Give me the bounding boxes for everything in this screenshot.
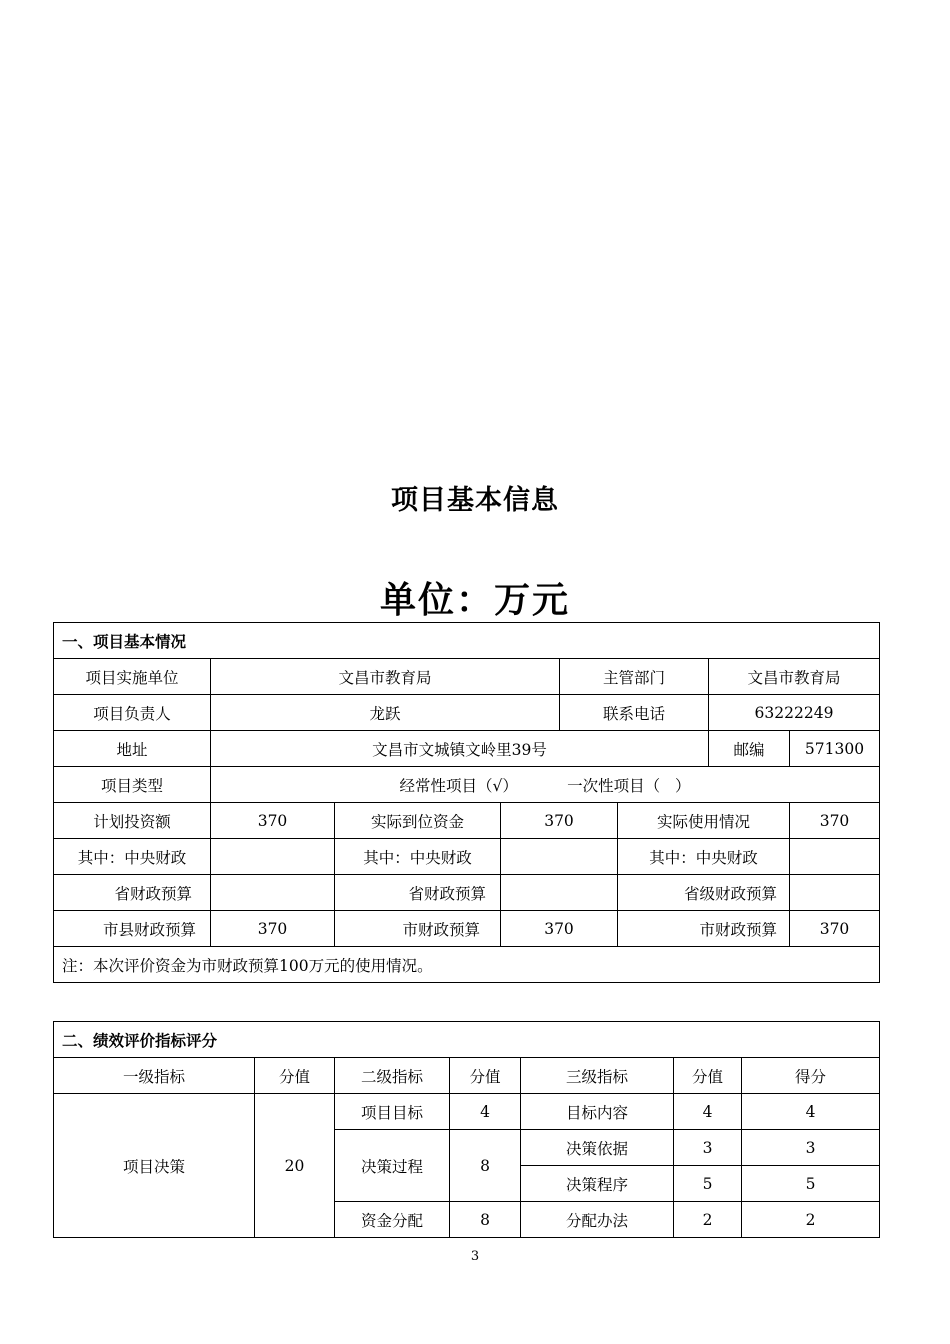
central-label-1: 其中：中央财政 (54, 839, 211, 875)
level2-score: 8 (450, 1202, 521, 1238)
score-got: 2 (742, 1202, 880, 1238)
address-value: 文昌市文城镇文岭里39号 (211, 731, 709, 767)
prov-label-1: 省财政预算 (54, 875, 211, 911)
city-budget-value-1: 370 (501, 911, 618, 947)
phone-label: 联系电话 (560, 695, 709, 731)
level1-name: 项目决策 (54, 1094, 255, 1238)
level3-score: 3 (674, 1130, 742, 1166)
impl-unit-label: 项目实施单位 (54, 659, 211, 695)
score-got: 5 (742, 1166, 880, 1202)
dept-value: 文昌市教育局 (709, 659, 880, 695)
plan-invest-label: 计划投资额 (54, 803, 211, 839)
level2-name: 资金分配 (335, 1202, 450, 1238)
impl-unit-value: 文昌市教育局 (211, 659, 560, 695)
leader-value: 龙跃 (211, 695, 560, 731)
section1-heading: 一、项目基本情况 (54, 623, 880, 659)
prov-value-2 (501, 875, 618, 911)
level3-name: 分配办法 (521, 1202, 674, 1238)
city-county-value: 370 (211, 911, 335, 947)
level2-name: 项目目标 (335, 1094, 450, 1130)
zip-value: 571300 (790, 731, 880, 767)
score-got: 3 (742, 1130, 880, 1166)
score-got: 4 (742, 1094, 880, 1130)
central-value-1 (211, 839, 335, 875)
zip-label: 邮编 (709, 731, 790, 767)
level3-name: 决策依据 (521, 1130, 674, 1166)
actual-use-label: 实际使用情况 (618, 803, 790, 839)
level3-name: 目标内容 (521, 1094, 674, 1130)
header-cell: 得分 (742, 1058, 880, 1094)
phone-value: 63222249 (709, 695, 880, 731)
leader-label: 项目负责人 (54, 695, 211, 731)
level1-score: 20 (255, 1094, 335, 1238)
dept-label: 主管部门 (560, 659, 709, 695)
level3-score: 2 (674, 1202, 742, 1238)
funds-note: 注：本次评价资金为市财政预算100万元的使用情况。 (54, 947, 880, 983)
actual-use-value: 370 (790, 803, 880, 839)
type-label: 项目类型 (54, 767, 211, 803)
prov-label-3: 省级财政预算 (618, 875, 790, 911)
type-value: 经常性项目（√） 一次性项目（ ） (211, 767, 880, 803)
section2-heading: 二、绩效评价指标评分 (54, 1022, 880, 1058)
plan-invest-value: 370 (211, 803, 335, 839)
city-county-label: 市县财政预算 (54, 911, 211, 947)
level3-score: 5 (674, 1166, 742, 1202)
city-budget-value-2: 370 (790, 911, 880, 947)
unit-label: 单位：万元 (379, 579, 570, 621)
project-basic-info-table (53, 622, 880, 983)
city-budget-label-2: 市财政预算 (618, 911, 790, 947)
level2-name: 决策过程 (335, 1130, 450, 1202)
performance-score-table (53, 1021, 880, 1238)
address-label: 地址 (54, 731, 211, 767)
level3-name: 决策程序 (521, 1166, 674, 1202)
header-cell: 分值 (450, 1058, 521, 1094)
actual-funds-label: 实际到位资金 (335, 803, 501, 839)
header-cell: 分值 (255, 1058, 335, 1094)
central-value-2 (501, 839, 618, 875)
central-label-2: 其中：中央财政 (335, 839, 501, 875)
prov-value-3 (790, 875, 880, 911)
score-table-header-row (54, 1058, 880, 1094)
page-title: 项目基本信息 (391, 485, 559, 516)
prov-label-2: 省财政预算 (335, 875, 501, 911)
central-value-3 (790, 839, 880, 875)
central-label-3: 其中：中央财政 (618, 839, 790, 875)
prov-value-1 (211, 875, 335, 911)
actual-funds-value: 370 (501, 803, 618, 839)
header-cell: 一级指标 (54, 1058, 255, 1094)
level3-score: 4 (674, 1094, 742, 1130)
table-row (54, 1094, 880, 1130)
level2-score: 8 (450, 1130, 521, 1202)
header-cell: 三级指标 (521, 1058, 674, 1094)
header-cell: 分值 (674, 1058, 742, 1094)
header-cell: 二级指标 (335, 1058, 450, 1094)
city-budget-label-1: 市财政预算 (335, 911, 501, 947)
page-number: 3 (470, 1249, 480, 1264)
level2-score: 4 (450, 1094, 521, 1130)
